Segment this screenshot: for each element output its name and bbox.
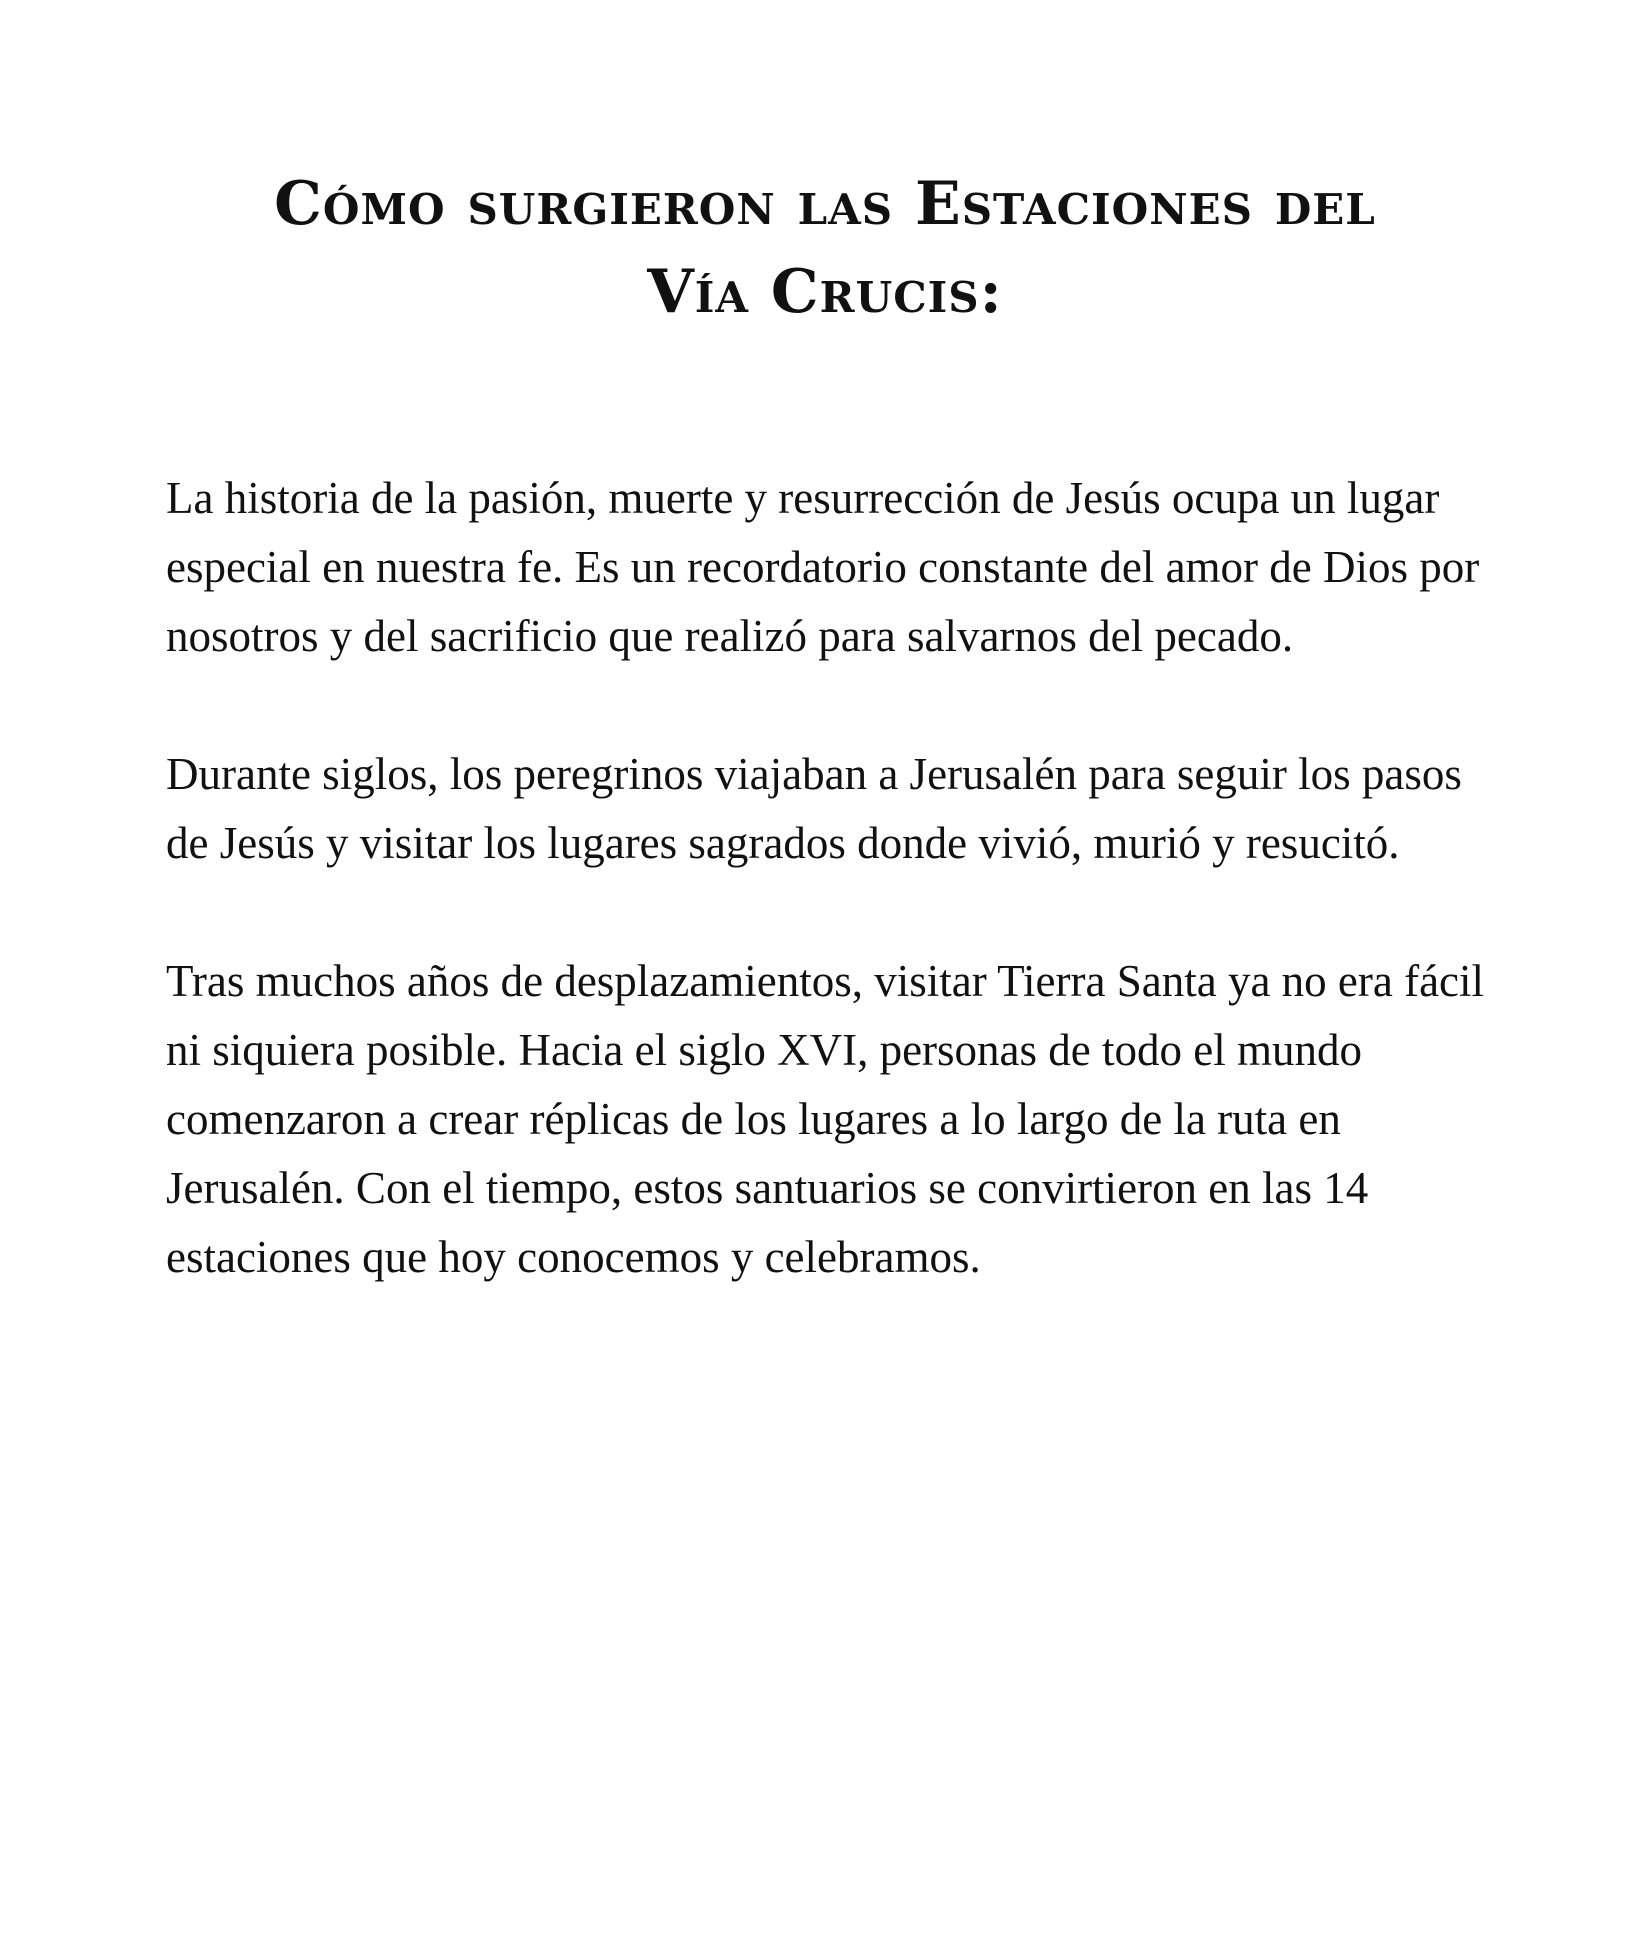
paragraph-1: La historia de la pasión, muerte y resurrección de Jesús ocupa un lugar especial en nuestra fe. Es un recordatorio constante del amor de Dios por nosotros y del sacrificio que realizó para salvarnos del pecado. <box>166 473 1480 661</box>
body-text <box>166 464 1496 1361</box>
paragraph-2: Durante siglos, los peregrinos viajaban a Jerusalén para seguir los pasos de Jesús y visitar los lugares sagrados donde vivió, murió y resucitó. <box>166 749 1462 868</box>
title-line-2: Vía Crucis: <box>647 257 1003 327</box>
page-title <box>150 160 1500 336</box>
title-line-1: Cómo surgieron las Estaciones del <box>274 169 1376 239</box>
paragraph-3: Tras muchos años de desplazamientos, visitar Tierra Santa ya no era fácil ni siquiera posible. Hacia el siglo XVI, personas de todo el mundo comenzaron a crear réplicas de los lugares a lo largo de la ruta en Jerusalén. Con el tiempo, estos santuarios se convirtieron en las 14 estaciones que hoy conocemos y celebramos. <box>166 956 1485 1282</box>
